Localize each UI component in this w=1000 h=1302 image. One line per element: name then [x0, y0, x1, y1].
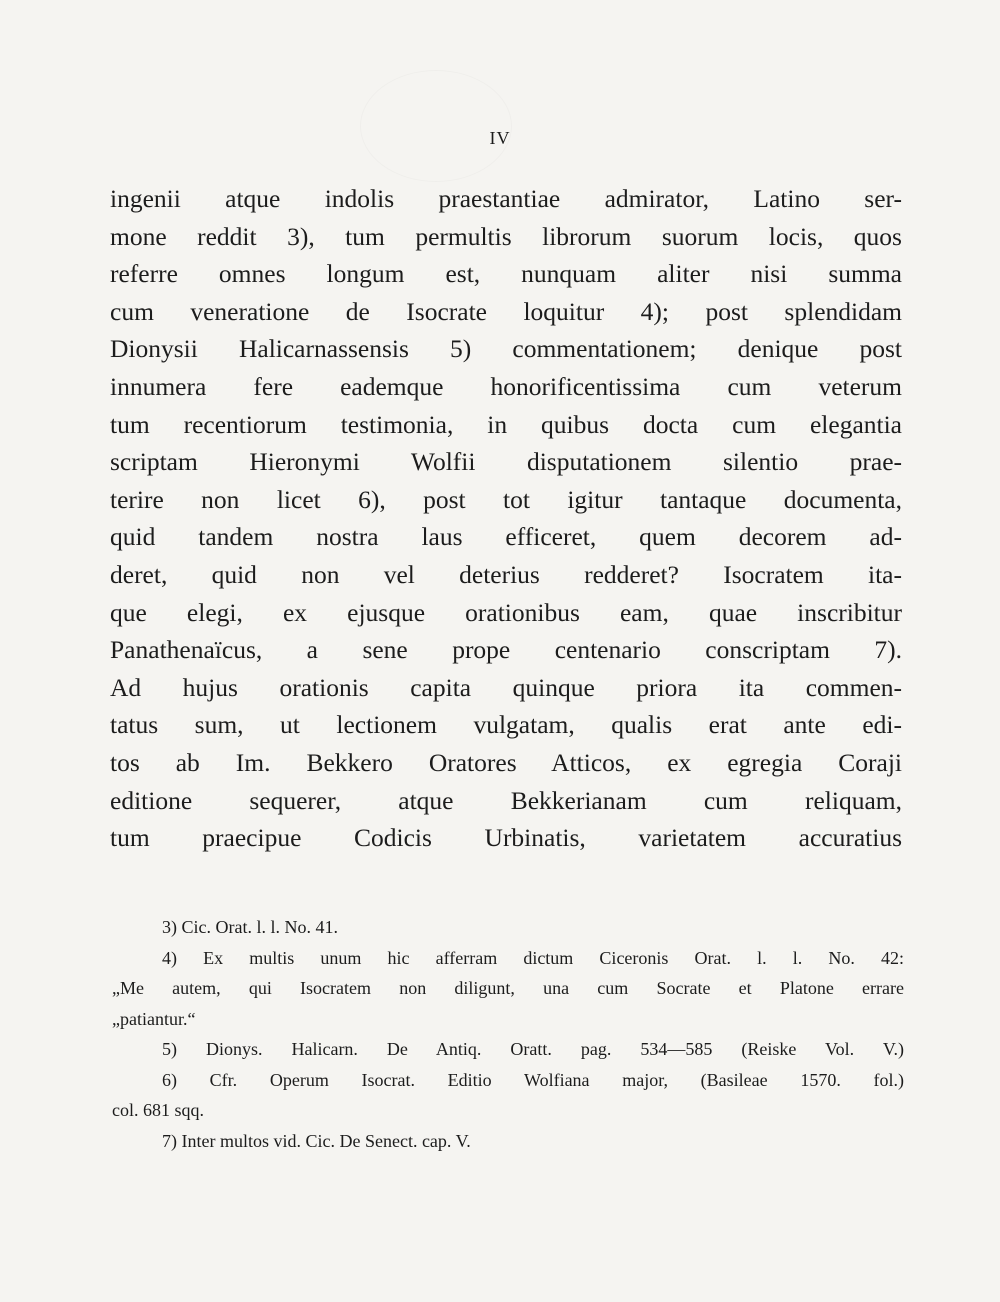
footnote-7: 7) Inter multos vid. Cic. De Senect. cap. V.	[162, 1130, 471, 1151]
faint-library-stamp	[360, 70, 512, 182]
text-line: scriptam Hieronymi Wolfii disputationem silentio prae-	[110, 447, 902, 477]
text-line: que elegi, ex ejusque orationibus eam, quae inscribitur	[110, 597, 902, 627]
main-text	[110, 180, 902, 857]
text-line: Dionysii Halicarnassensis 5) commentationem; denique post	[110, 334, 902, 364]
text-line: cum veneratione de Isocrate loquitur 4); post splendidam	[110, 296, 902, 326]
text-line: terire non licet 6), post tot igitur tantaque documenta,	[110, 484, 902, 514]
text-line: tum recentiorum testimonia, in quibus docta cum elegantia	[110, 409, 902, 439]
footnote-5: 5) Dionys. Halicarn. De Antiq. Oratt. pag. 534—585 (Reiske Vol. V.)	[162, 1039, 904, 1059]
text-line: tum praecipue Codicis Urbinatis, varietatem accuratius	[110, 823, 902, 853]
text-line: tos ab Im. Bekkero Oratores Atticos, ex egregia Coraji	[110, 747, 902, 777]
footnote-4-continued: „Me autem, qui Isocratem non diligunt, una cum Socrate et Platone errare	[112, 978, 904, 998]
page-number: IV	[489, 128, 511, 148]
text-line: editione sequerer, atque Bekkerianam cum reliquam,	[110, 785, 902, 815]
footnote-6-continued: col. 681 sqq.	[112, 1100, 204, 1120]
text-line: Ad hujus orationis capita quinque priora ita commen-	[110, 672, 902, 702]
text-line: tatus sum, ut lectionem vulgatam, qualis erat ante edi-	[110, 710, 902, 740]
footnotes	[112, 912, 904, 1156]
text-line: quid tandem nostra laus efficeret, quem decorem ad-	[110, 522, 902, 552]
text-line: mone reddit 3), tum permultis librorum suorum locis, quos	[110, 221, 902, 251]
text-line: ingenii atque indolis praestantiae admirator, Latino ser-	[110, 184, 902, 213]
footnote-4: 4) Ex multis unum hic afferram dictum Ciceronis Orat. l. l. No. 42:	[162, 947, 904, 968]
text-line: referre omnes longum est, nunquam aliter nisi summa	[110, 259, 902, 289]
text-line: Panathenaïcus, a sene prope centenario conscriptam 7).	[110, 635, 902, 665]
text-line: innumera fere eademque honorificentissima cum veterum	[110, 371, 902, 401]
footnote-6: 6) Cfr. Operum Isocrat. Editio Wolfiana major, (Basileae 1570. fol.)	[162, 1069, 904, 1090]
footnote-4-end: „patiantur.“	[112, 1008, 196, 1029]
text-line: deret, quid non vel deterius redderet? Isocratem ita-	[110, 559, 902, 589]
footnote-3: 3) Cic. Orat. l. l. No. 41.	[162, 917, 338, 937]
